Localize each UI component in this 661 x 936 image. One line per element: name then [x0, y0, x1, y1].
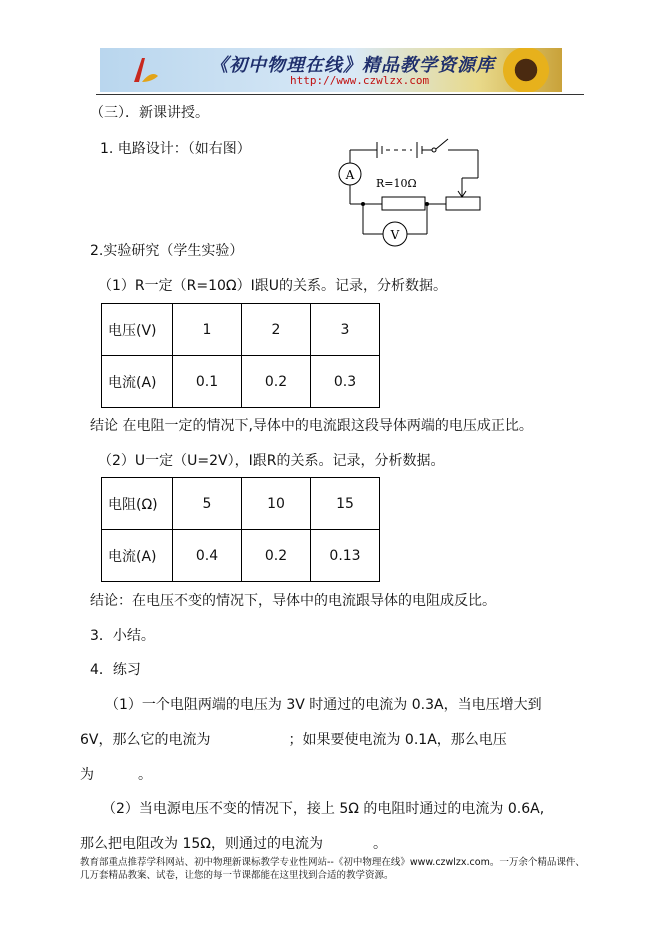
exercise2-line2 [80, 833, 387, 853]
item-circuit-design: 1. 电路设计：（如右图） [100, 141, 251, 157]
table-cell: 0.3 [311, 356, 380, 408]
table-cell: 0.13 [311, 530, 380, 582]
table-cell: 电压(V) [102, 304, 173, 356]
table-cell: 15 [311, 478, 380, 530]
table-row [102, 478, 380, 530]
table-cell: 3 [311, 304, 380, 356]
header-rule [96, 94, 584, 95]
item-summary: 3．小结。 [90, 628, 155, 644]
exercise1-text-c: 为 [80, 767, 94, 783]
table-row [102, 304, 380, 356]
exercise1-text-b: ；如果要使电流为 0.1A，那么电压 [288, 732, 507, 748]
table-cell: 电阻(Ω) [102, 478, 173, 530]
exercise1-text-a: 6V，那么它的电流为 [80, 732, 211, 748]
exercise2-text-b: 。 [372, 836, 387, 852]
table-cell: 电流(A) [102, 356, 173, 408]
table-row [102, 530, 380, 582]
exercise2-text-a: 那么把电阻改为 15Ω，则通过的电流为 [80, 836, 323, 852]
table-cell: 0.1 [173, 356, 242, 408]
resistor-label: R=10Ω [376, 177, 417, 190]
site-logo-icon [130, 54, 160, 86]
switch-lever [436, 139, 448, 149]
voltmeter-label: V [390, 228, 400, 242]
experiment2-table [101, 477, 380, 582]
table-cell: 0.2 [242, 356, 311, 408]
section-title: （三）．新课讲授。 [90, 105, 209, 121]
table-cell: 电流(A) [102, 530, 173, 582]
banner-title: 《初中物理在线》精品教学资源库 [210, 55, 495, 76]
table-row [102, 356, 380, 408]
ammeter-label: A [345, 168, 355, 182]
sunflower-icon [500, 48, 552, 92]
footer-line1: 教育部重点推荐学科网站、初中物理新课标教学专业性网站--《初中物理在线》www.czwlzx.com。一万余个精品课件、 [80, 857, 585, 868]
banner-url[interactable]: http://www.czwlzx.com [290, 74, 430, 87]
exercise1-line2 [80, 729, 507, 749]
experiment1-conclusion: 结论 在电阻一定的情况下,导体中的电流跟这段导体两端的电压成正比。 [90, 418, 533, 434]
experiment1-heading: （1）R一定（R=10Ω）I跟U的关系。记录，分析数据。 [98, 278, 447, 294]
exercise1-text-d: 。 [138, 767, 152, 783]
table-cell: 2 [242, 304, 311, 356]
exercise2-line1: （2）当电源电压不变的情况下，接上 5Ω 的电阻时通过的电流为 0.6A, [102, 801, 545, 817]
table-cell: 0.2 [242, 530, 311, 582]
footer-line2: 几万套精品教案、试卷，让您的每一节课都能在这里找到合适的教学资源。 [80, 870, 394, 881]
table-cell: 10 [242, 478, 311, 530]
experiment1-table [101, 303, 380, 408]
table-cell: 5 [173, 478, 242, 530]
table-cell: 1 [173, 304, 242, 356]
exercise1-line1: （1）一个电阻两端的电压为 3V 时通过的电流为 0.3A，当电压增大到 [105, 697, 542, 713]
item-experiment: 2.实验研究（学生实验） [90, 243, 244, 259]
table-cell: 0.4 [173, 530, 242, 582]
experiment2-conclusion: 结论：在电压不变的情况下，导体中的电流跟导体的电阻成反比。 [90, 593, 496, 609]
experiment2-heading: （2）U一定（U=2V），I跟R的关系。记录，分析数据。 [98, 453, 445, 469]
exercise1-line3 [80, 764, 152, 784]
circuit-diagram [330, 130, 490, 248]
header-banner [100, 48, 562, 92]
item-exercise: 4．练习 [90, 662, 141, 678]
